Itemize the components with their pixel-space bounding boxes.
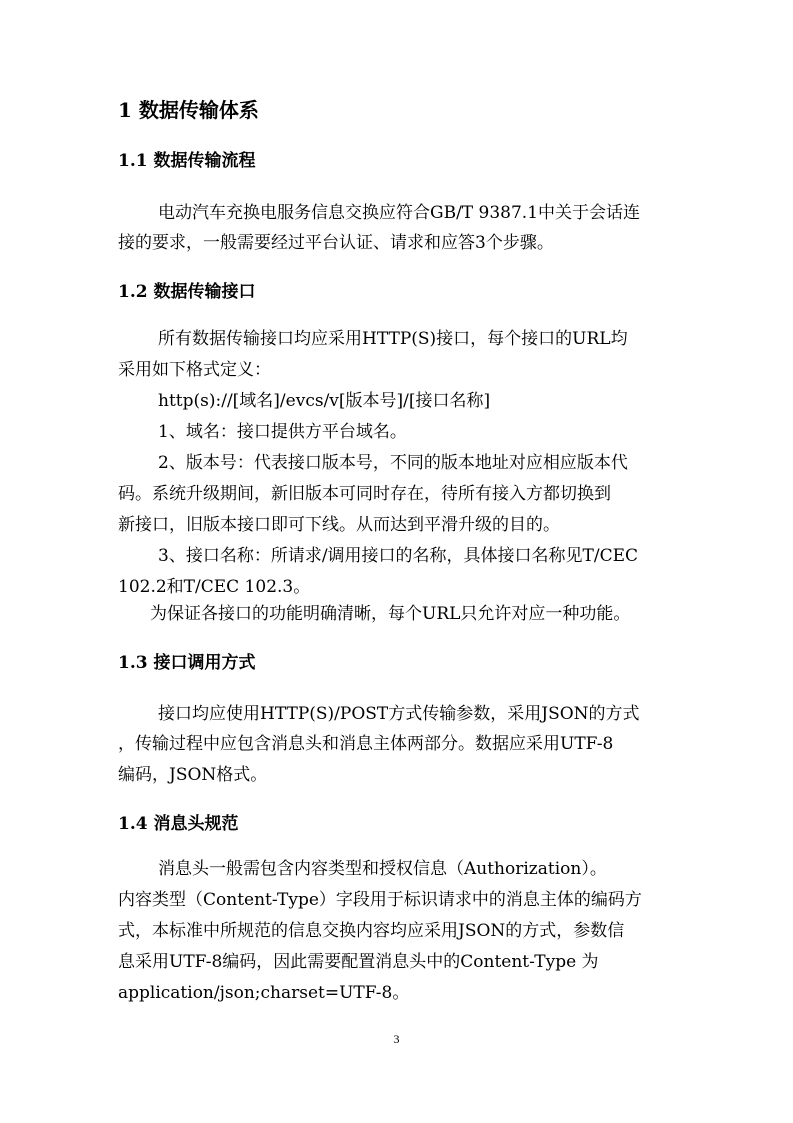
- url-format: http(s)://[域名]/evcs/v[版本号]/[接口名称]: [158, 391, 491, 411]
- heading-1-2: 1.2 数据传输接口: [118, 282, 256, 302]
- paragraph-line: 为保证各接口的功能明确清晰，每个URL只允许对应一种功能。: [150, 604, 631, 624]
- paragraph-line: 息采用UTF-8编码，因此需要配置消息头中的Content-Type 为: [118, 952, 599, 972]
- paragraph-line: application/json;charset=UTF-8。: [118, 983, 410, 1003]
- heading-1-1: 1.1 数据传输流程: [118, 151, 256, 171]
- list-item-continuation: 新接口，旧版本接口即可下线。从而达到平滑升级的目的。: [118, 515, 560, 535]
- paragraph-line: 采用如下格式定义：: [118, 360, 271, 380]
- section-title: 1 数据传输体系: [118, 98, 259, 122]
- paragraph-line: 消息头一般需包含内容类型和授权信息（Authorization）。: [158, 859, 607, 879]
- paragraph-line: 电动汽车充换电服务信息交换应符合GB/T 9387.1中关于会话连: [158, 203, 641, 223]
- page-number: 3: [393, 1032, 400, 1046]
- paragraph-line: 接口均应使用HTTP(S)/POST方式传输参数，采用JSON的方式: [158, 704, 640, 724]
- paragraph-line: 编码，JSON格式。: [118, 765, 268, 785]
- list-item-continuation: 码。系统升级期间，新旧版本可同时存在，待所有接入方都切换到: [118, 484, 611, 504]
- list-item: 1、域名：接口提供方平台域名。: [158, 422, 407, 442]
- list-item: 3、接口名称：所请求/调用接口的名称，具体接口名称见T/CEC: [158, 546, 639, 566]
- paragraph-line: ，传输过程中应包含消息头和消息主体两部分。数据应采用UTF-8: [118, 734, 614, 754]
- list-item-continuation: 102.2和T/CEC 102.3。: [118, 577, 311, 597]
- paragraph-line: 所有数据传输接口均应采用HTTP(S)接口，每个接口的URL均: [158, 329, 628, 349]
- paragraph-line: 接的要求，一般需要经过平台认证、请求和应答3个步骤。: [118, 233, 554, 253]
- paragraph-line: 式，本标准中所规范的信息交换内容均应采用JSON的方式，参数信: [118, 921, 625, 941]
- list-item: 2、版本号：代表接口版本号，不同的版本地址对应相应版本代: [158, 453, 628, 473]
- heading-1-3: 1.3 接口调用方式: [118, 653, 256, 673]
- heading-1-4: 1.4 消息头规范: [118, 814, 239, 834]
- paragraph-line: 内容类型（Content-Type）字段用于标识请求中的消息主体的编码方: [118, 890, 642, 910]
